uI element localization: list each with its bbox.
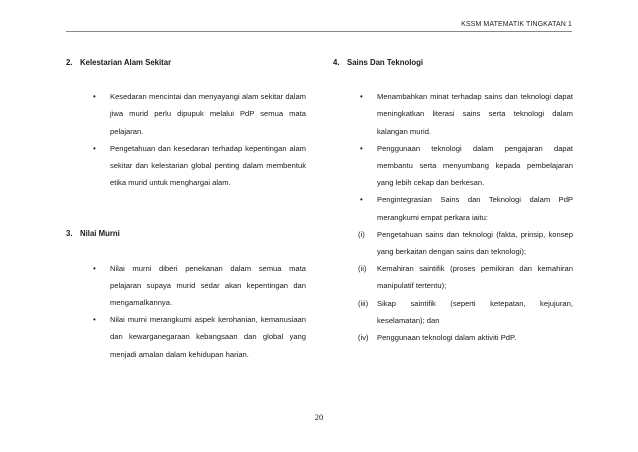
section-3-bullets [66,260,306,363]
section-4-bullets [333,88,573,226]
sub-item-text: Sikap saintifik (seperti ketepatan, kejujuran, keselamatan); dan [377,298,573,325]
list-item: • Penggunaan teknologi dalam pengajaran dapat membantu serta menyumbang kepada pembelajaran yang lebih cekap dan berkesan. [333,140,573,192]
right-column [333,54,573,346]
page-number: 20 [314,412,324,422]
header-divider [66,31,572,32]
section-4-heading [333,54,573,71]
page-header-title: KSSM MATEMATIK TINGKATAN 1 [461,21,572,28]
section-4-number: 4. [333,58,340,67]
list-item: • Pengetahuan dan kesedaran terhadap kepentingan alam sekitar dan kelestarian global penting dalam membentuk etika murid untuk menghargai alam. [66,140,306,192]
section-2-bullets [66,88,306,191]
sub-item-text: Penggunaan teknologi dalam aktiviti PdP. [377,333,517,343]
list-item: • Nilai murni merangkumi aspek kerohanian, kemanusiaan dan kewarganegaraan kebangsaan dan global yang menjadi amalan dalam kehidupan harian. [66,311,306,363]
left-column [66,54,306,363]
sub-list-item [333,260,573,294]
sub-list-item [333,295,573,329]
section-2-heading [66,54,306,71]
sub-item-number: (iii) [358,298,369,308]
section-3-heading [66,225,306,242]
sub-item-number: (ii) [358,264,367,274]
section-4-title: Sains Dan Teknologi [347,58,424,67]
section-2-title: Kelestarian Alam Sekitar [80,58,172,67]
sub-item-text: Kemahiran saintifik (proses pemikiran dan kemahiran manipulatif tertentu); [377,264,573,291]
section-2-number: 2. [66,58,73,67]
list-item: • Pengintegrasian Sains dan Teknologi dalam PdP merangkumi empat perkara iaitu: [333,191,573,225]
sub-item-number: (iv) [358,333,369,343]
section-3-title: Nilai Murni [80,229,120,239]
list-item: • Kesedaran mencintai dan menyayangi alam sekitar dalam jiwa murid perlu dipupuk melalui PdP semua mata pelajaran. [66,88,306,140]
sub-item-text: Pengetahuan sains dan teknologi (fakta, prinsip, konsep yang berkaitan dengan sains dan teknologi); [377,229,573,257]
list-item: • Nilai murni diberi penekanan dalam semua mata pelajaran supaya murid sedar akan kepentingan dan mengamalkannya. [66,260,306,312]
section-3-number: 3. [66,229,73,239]
sub-item-number: (i) [358,229,365,239]
sub-list-item [333,226,573,260]
sub-list-item [333,329,573,346]
list-item: • Menambahkan minat terhadap sains dan teknologi dapat meningkatkan literasi sains serta teknologi dalam kalangan murid. [333,88,573,140]
section-4-subitems [333,226,573,346]
